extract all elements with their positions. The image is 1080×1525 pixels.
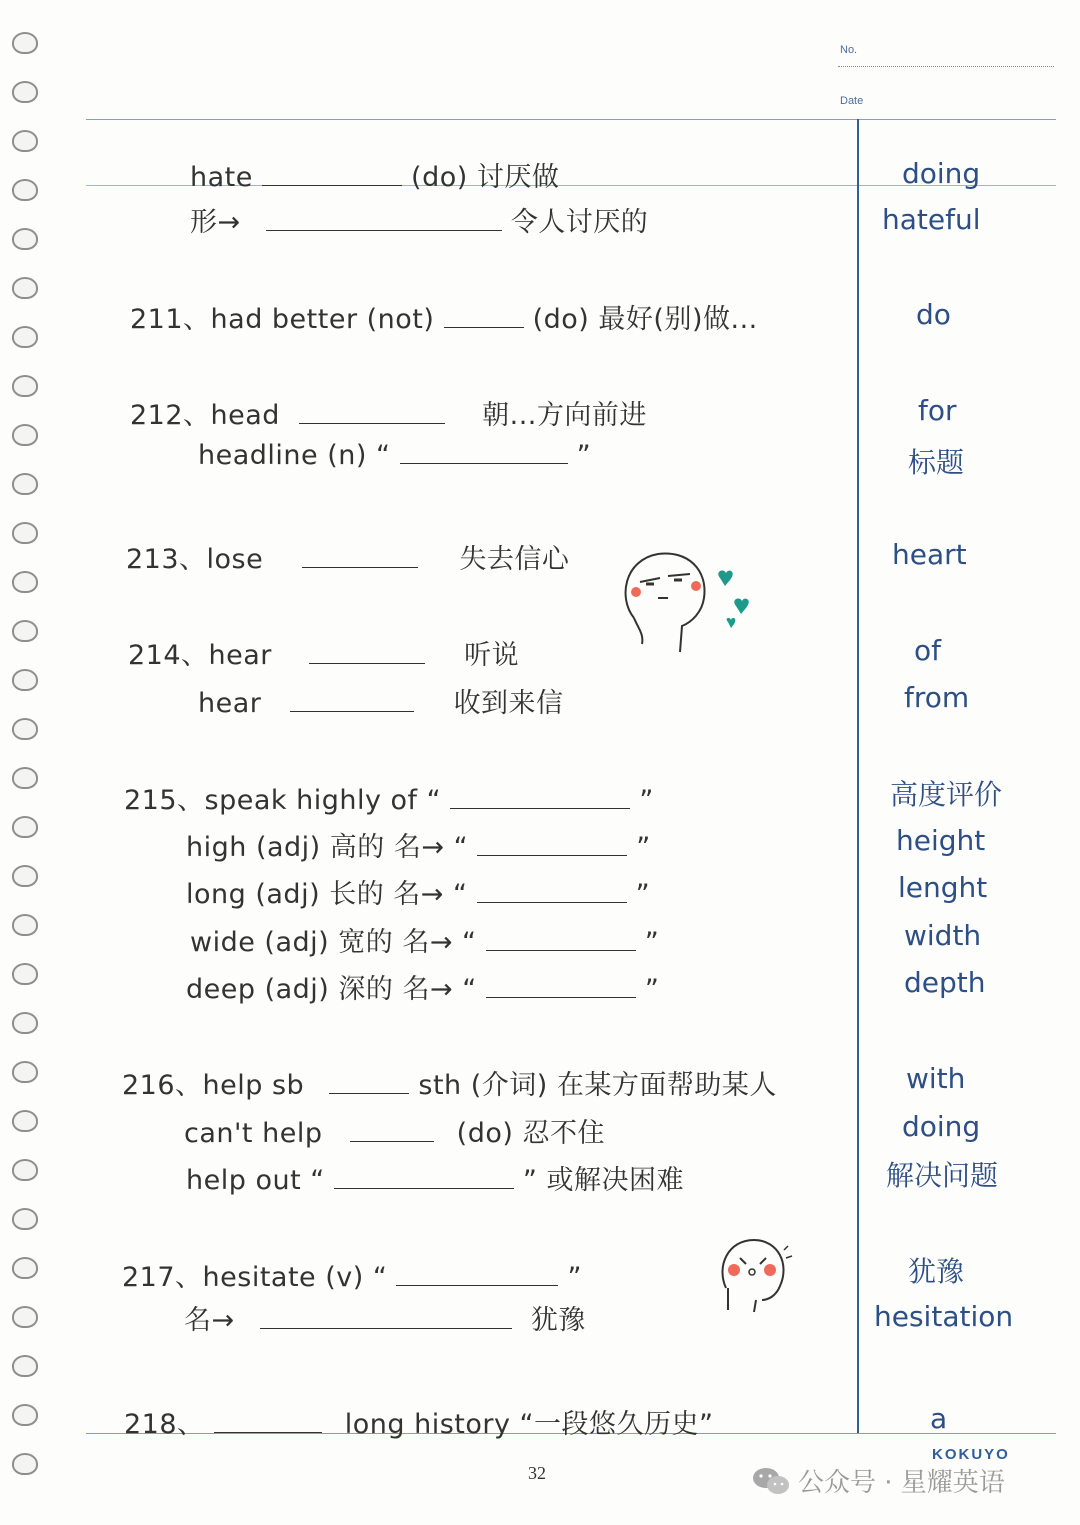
- blank: [299, 422, 445, 424]
- entry-217-noun: [184, 1298, 586, 1337]
- spiral-hole: [12, 326, 38, 348]
- blank: [290, 710, 414, 712]
- entry-text: wide (adj) 宽的 名→ “: [190, 927, 477, 958]
- entry-text: 216、help sb: [122, 1070, 305, 1101]
- entry-214-2: [198, 681, 564, 720]
- entry-text: ”: [635, 879, 651, 910]
- entry-text: can't help: [184, 1118, 323, 1149]
- entry-212: [130, 393, 647, 432]
- entry-text: 213、lose: [126, 544, 264, 575]
- entry-text: 215、speak highly of “: [124, 785, 442, 816]
- blank: [400, 462, 568, 464]
- top-rule: [86, 119, 1056, 120]
- entry-215-high: [186, 825, 651, 864]
- spiral-hole: [12, 1061, 38, 1083]
- blushing-face-doodle-icon: [616, 548, 756, 658]
- spiral-hole: [12, 571, 38, 593]
- spiral-hole: [12, 963, 38, 985]
- spiral-hole: [12, 865, 38, 887]
- blank: [262, 184, 402, 186]
- answer-11: lenght: [898, 871, 988, 904]
- entry-text: 211、had better (not): [130, 304, 435, 335]
- spiral-hole: [12, 375, 38, 397]
- spiral-hole: [12, 179, 38, 201]
- entry-216-helpout: [186, 1158, 684, 1197]
- entry-215-wide: [190, 920, 659, 959]
- answer-6: heart: [892, 538, 967, 571]
- spiral-hole: [12, 1306, 38, 1328]
- answer-1: doing: [902, 157, 981, 190]
- entry-text: (do) 最好(别)做...: [532, 304, 758, 335]
- entry-text: 212、head: [130, 400, 280, 431]
- entry-text: 听说: [464, 640, 520, 671]
- entry-text: (do) 忍不住: [456, 1118, 605, 1149]
- entry-text: 名→: [184, 1305, 235, 1336]
- blank: [214, 1431, 322, 1433]
- no-line: [838, 66, 1054, 67]
- blank: [486, 949, 636, 951]
- entry-text: deep (adj) 深的 名→ “: [186, 974, 477, 1005]
- entry-text: headline (n) “: [198, 440, 391, 471]
- entry-text: sth (介词) 在某方面帮助某人: [418, 1070, 777, 1101]
- blank: [329, 1092, 409, 1094]
- answer-15: doing: [902, 1110, 981, 1143]
- surprised-face-doodle-icon: [716, 1236, 796, 1316]
- entry-text: long history “一段悠久历史”: [344, 1409, 714, 1440]
- entry-text: 形→: [190, 207, 241, 238]
- answer-17: 犹豫: [908, 1255, 965, 1288]
- spiral-hole: [12, 1012, 38, 1034]
- entry-text: high (adj) 高的 名→ “: [186, 832, 469, 863]
- spiral-hole: [12, 1159, 38, 1181]
- entry-text: ”: [639, 785, 654, 816]
- blank: [350, 1140, 434, 1142]
- answer-9: 高度评价: [890, 778, 1003, 811]
- entry-212-headline: [198, 440, 591, 471]
- entry-text: 218、: [124, 1409, 205, 1440]
- spiral-hole: [12, 914, 38, 936]
- answer-3: do: [916, 298, 951, 331]
- answer-7: of: [914, 634, 941, 667]
- blank: [302, 566, 418, 568]
- spiral-binding: [12, 32, 44, 1482]
- answer-4: for: [918, 394, 957, 427]
- entry-216: [122, 1063, 777, 1102]
- entry-213: [126, 537, 569, 576]
- spiral-hole: [12, 522, 38, 544]
- answer-10: height: [896, 824, 986, 857]
- blank: [477, 901, 627, 903]
- spiral-hole: [12, 1453, 38, 1475]
- entry-215-long: [186, 872, 650, 911]
- answer-column-divider: [857, 119, 859, 1433]
- spiral-hole: [12, 816, 38, 838]
- watermark: [752, 1462, 1005, 1499]
- spiral-hole: [12, 620, 38, 642]
- entry-218: [124, 1402, 714, 1441]
- spiral-hole: [12, 718, 38, 740]
- answer-8: from: [904, 681, 970, 714]
- brand-logo: KOKUYO: [932, 1446, 1010, 1463]
- date-label: Date: [840, 95, 864, 107]
- answer-19: a: [930, 1402, 948, 1435]
- spiral-hole: [12, 1355, 38, 1377]
- spiral-hole: [12, 1404, 38, 1426]
- entry-text: ”: [576, 440, 592, 471]
- entry-text: ”: [644, 974, 660, 1005]
- answer-16: 解决问题: [886, 1159, 999, 1192]
- entry-text: hate: [190, 162, 253, 193]
- blank: [260, 1327, 512, 1329]
- answer-2: hateful: [882, 203, 981, 236]
- spiral-hole: [12, 277, 38, 299]
- entry-text: 犹豫: [530, 1305, 586, 1336]
- entry-211: [130, 297, 758, 336]
- blank: [309, 662, 425, 664]
- entry-214: [128, 633, 519, 672]
- spiral-hole: [12, 32, 38, 54]
- entry-text: 失去信心: [459, 544, 570, 575]
- spiral-hole: [12, 1208, 38, 1230]
- spiral-hole: [12, 473, 38, 495]
- entry-text: (do) 讨厌做: [411, 162, 560, 193]
- entry-text: 217、hesitate (v) “: [122, 1262, 388, 1293]
- spiral-hole: [12, 228, 38, 250]
- entry-text: 令人讨厌的: [510, 207, 649, 238]
- entry-text: 收到来信: [453, 688, 564, 719]
- spiral-hole: [12, 424, 38, 446]
- entry-text: 朝...方向前进: [482, 400, 647, 431]
- entry-text: 214、hear: [128, 640, 272, 671]
- blank: [450, 807, 630, 809]
- entry-text: ”: [636, 832, 651, 863]
- spiral-hole: [12, 1110, 38, 1132]
- entry-text: ”: [644, 927, 660, 958]
- entry-text: ”: [567, 1262, 583, 1293]
- spiral-hole: [12, 1257, 38, 1279]
- answer-18: hesitation: [874, 1300, 1014, 1333]
- entry-hate: [190, 155, 559, 194]
- wechat-icon: [752, 1466, 790, 1496]
- blank: [396, 1284, 558, 1286]
- blank: [486, 996, 636, 998]
- entry-text: hear: [198, 688, 262, 719]
- entry-text: help out “: [186, 1165, 325, 1196]
- spiral-hole: [12, 767, 38, 789]
- spiral-hole: [12, 81, 38, 103]
- blank: [334, 1187, 514, 1189]
- entry-hate-adj: [190, 200, 648, 239]
- watermark-text: 公众号 · 星耀英语: [798, 1468, 1005, 1498]
- page-number: 32: [528, 1463, 546, 1483]
- spiral-hole: [12, 130, 38, 152]
- entry-text: long (adj) 长的 名→ “: [186, 879, 468, 910]
- entry-216-canthelp: [184, 1111, 605, 1150]
- blank: [444, 326, 524, 328]
- answer-14: with: [906, 1062, 966, 1095]
- blank: [266, 229, 502, 231]
- answer-5: 标题: [908, 446, 965, 479]
- answer-12: width: [904, 919, 982, 952]
- entry-215-deep: [186, 967, 659, 1006]
- no-label: No.: [840, 44, 858, 56]
- entry-215: [124, 778, 654, 817]
- entry-text: ” 或解决困难: [522, 1165, 684, 1196]
- spiral-hole: [12, 669, 38, 691]
- blank: [477, 854, 627, 856]
- answer-13: depth: [904, 966, 986, 999]
- entry-217: [122, 1255, 582, 1294]
